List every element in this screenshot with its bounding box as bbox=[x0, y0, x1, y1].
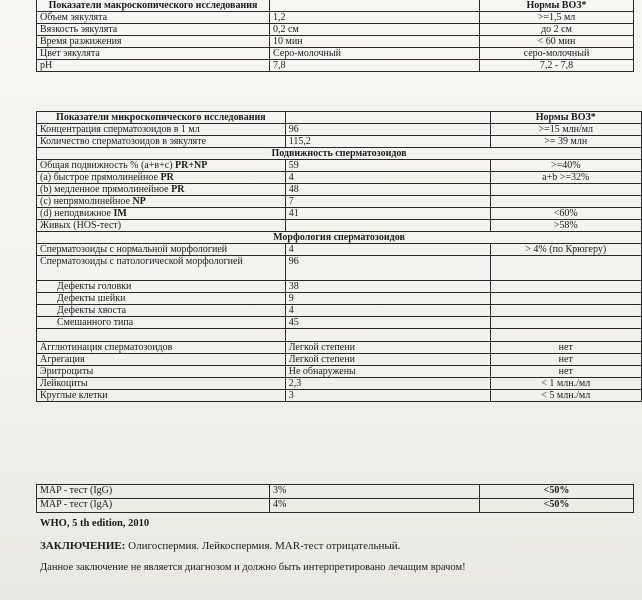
header-cell: Нормы ВОЗ* bbox=[490, 112, 641, 124]
param-norm: нет bbox=[490, 354, 641, 366]
param-value: Легкой степени bbox=[285, 354, 490, 366]
param-value: 9 bbox=[285, 293, 490, 305]
param-name: Дефекты хвоста bbox=[37, 305, 286, 317]
conclusion-text: Олигоспермия. Лейкоспермия. MAR-тест отрицательный. bbox=[125, 540, 401, 552]
table-row bbox=[37, 184, 642, 196]
param-norm: < 5 млн./мл bbox=[490, 390, 641, 402]
table-row bbox=[37, 499, 634, 513]
conclusion-label: ЗАКЛЮЧЕНИЕ: bbox=[40, 540, 126, 552]
param-name: Лейкоциты bbox=[37, 378, 286, 390]
blank-cell bbox=[37, 329, 286, 342]
param-norm: >= 39 млн bbox=[490, 136, 641, 148]
table-row bbox=[37, 60, 634, 72]
param-norm bbox=[490, 256, 641, 281]
table-row bbox=[37, 317, 642, 329]
param-value: 1,2 bbox=[270, 12, 480, 24]
param-name: Сперматозоиды с нормальной морфологией bbox=[37, 244, 286, 256]
param-name: pH bbox=[37, 60, 270, 72]
table-row bbox=[37, 256, 642, 281]
param-name: Агрегация bbox=[37, 354, 286, 366]
disclaimer: Данное заключение не является диагнозом и должно быть интерпретировано лечащим врачом! bbox=[40, 562, 466, 573]
param-value: 48 bbox=[285, 184, 490, 196]
param-value: 96 bbox=[285, 124, 490, 136]
param-value: 38 bbox=[285, 281, 490, 293]
param-norm bbox=[490, 293, 641, 305]
param-name: Вязкость эякулята bbox=[37, 24, 270, 36]
param-value: 7 bbox=[285, 196, 490, 208]
header-cell: Нормы ВОЗ* bbox=[480, 0, 634, 12]
param-norm: до 2 см bbox=[480, 24, 634, 36]
param-norm: <60% bbox=[490, 208, 641, 220]
table-row bbox=[37, 24, 634, 36]
table-header-row bbox=[37, 112, 642, 124]
param-name: Живых (HOS-тест) bbox=[37, 220, 286, 232]
param-value: 4% bbox=[270, 499, 480, 513]
mar-test-table bbox=[36, 484, 634, 513]
param-name: Количество сперматозоидов в эякуляте bbox=[37, 136, 286, 148]
table-row bbox=[37, 293, 642, 305]
param-norm bbox=[490, 281, 641, 293]
param-value: 7,8 bbox=[270, 60, 480, 72]
param-value: 41 bbox=[285, 208, 490, 220]
blank-cell bbox=[490, 329, 641, 342]
param-value: 4 bbox=[285, 244, 490, 256]
param-norm: серо-молочный bbox=[480, 48, 634, 60]
param-value: 115,2 bbox=[285, 136, 490, 148]
param-norm: >58% bbox=[490, 220, 641, 232]
param-name: (b) медленное прямолинейное PR bbox=[37, 184, 286, 196]
who-reference: WHO, 5 th edition, 2010 bbox=[40, 518, 150, 529]
table-row bbox=[37, 124, 642, 136]
param-norm bbox=[490, 305, 641, 317]
param-norm: нет bbox=[490, 342, 641, 354]
param-value: 45 bbox=[285, 317, 490, 329]
blank-cell bbox=[285, 329, 490, 342]
param-name: (а) быстрое прямолинейное PR bbox=[37, 172, 286, 184]
table-row bbox=[37, 208, 642, 220]
param-norm bbox=[490, 184, 641, 196]
table-row bbox=[37, 220, 642, 232]
table-row bbox=[37, 354, 642, 366]
section-row bbox=[37, 232, 642, 244]
header-cell bbox=[285, 112, 490, 124]
param-name: Круглые клетки bbox=[37, 390, 286, 402]
param-name: Смешанного типа bbox=[37, 317, 286, 329]
param-value: 3% bbox=[270, 485, 480, 499]
param-name: MAP - тест (IgG) bbox=[37, 485, 270, 499]
header-cell: Показатели макроскопического исследования bbox=[37, 0, 270, 12]
param-name: Сперматозоиды с патологической морфологией bbox=[37, 256, 286, 281]
table-row bbox=[37, 36, 634, 48]
param-name: Общая подвижность % (а+в+с) PR+NP bbox=[37, 160, 286, 172]
param-name: Агглютинация сперматозоидов bbox=[37, 342, 286, 354]
table-row bbox=[37, 12, 634, 24]
param-value bbox=[285, 220, 490, 232]
table-row bbox=[37, 196, 642, 208]
param-name: Цвет эякулята bbox=[37, 48, 270, 60]
param-norm: а+b >=32% bbox=[490, 172, 641, 184]
table-row bbox=[37, 366, 642, 378]
param-name: MAP - тест (IgA) bbox=[37, 499, 270, 513]
table-row bbox=[37, 485, 634, 499]
param-value: 4 bbox=[285, 305, 490, 317]
param-norm bbox=[490, 317, 641, 329]
header-cell: Показатели микроскопического исследования bbox=[37, 112, 286, 124]
param-name: Время разжижения bbox=[37, 36, 270, 48]
conclusion-line bbox=[40, 540, 400, 552]
section-row bbox=[37, 148, 642, 160]
param-name: (с) непрямолинейное NP bbox=[37, 196, 286, 208]
param-value: Легкой степени bbox=[285, 342, 490, 354]
param-value: Не обнаружены bbox=[285, 366, 490, 378]
param-norm: < 1 млн./мл bbox=[490, 378, 641, 390]
table-header-row bbox=[37, 0, 634, 12]
param-name: Дефекты головки bbox=[37, 281, 286, 293]
param-value: Серо-молочный bbox=[270, 48, 480, 60]
param-norm: <50% bbox=[480, 485, 634, 499]
header-cell bbox=[270, 0, 480, 12]
param-norm: 7,2 - 7,8 bbox=[480, 60, 634, 72]
param-norm: < 60 мин bbox=[480, 36, 634, 48]
param-norm: > 4% (по Крюгеру) bbox=[490, 244, 641, 256]
table-row bbox=[37, 48, 634, 60]
param-name: (d) неподвижное IM bbox=[37, 208, 286, 220]
param-norm: >=40% bbox=[490, 160, 641, 172]
param-value: 3 bbox=[285, 390, 490, 402]
param-norm: нет bbox=[490, 366, 641, 378]
param-norm: >=1,5 мл bbox=[480, 12, 634, 24]
param-norm: <50% bbox=[480, 499, 634, 513]
microscopic-table bbox=[36, 111, 642, 402]
table-row bbox=[37, 244, 642, 256]
table-row bbox=[37, 172, 642, 184]
param-value: 59 bbox=[285, 160, 490, 172]
param-norm bbox=[490, 196, 641, 208]
param-value: 10 мин bbox=[270, 36, 480, 48]
table-row bbox=[37, 136, 642, 148]
macroscopic-table bbox=[36, 0, 634, 72]
param-value: 0,2 см bbox=[270, 24, 480, 36]
table-row bbox=[37, 342, 642, 354]
param-name: Эритроциты bbox=[37, 366, 286, 378]
param-norm: >=15 млн/мл bbox=[490, 124, 641, 136]
param-value: 4 bbox=[285, 172, 490, 184]
param-name: Дефекты шейки bbox=[37, 293, 286, 305]
param-name: Концентрация сперматозоидов в 1 мл bbox=[37, 124, 286, 136]
table-row bbox=[37, 281, 642, 293]
table-row bbox=[37, 160, 642, 172]
table-row bbox=[37, 390, 642, 402]
table-row bbox=[37, 305, 642, 317]
param-value: 2,3 bbox=[285, 378, 490, 390]
param-name: Объем эякулята bbox=[37, 12, 270, 24]
table-row bbox=[37, 378, 642, 390]
morphology-section-title: Морфология сперматозоидов bbox=[37, 232, 642, 244]
param-value: 96 bbox=[285, 256, 490, 281]
motility-section-title: Подвижность сперматозоидов bbox=[37, 148, 642, 160]
blank-row bbox=[37, 329, 642, 342]
